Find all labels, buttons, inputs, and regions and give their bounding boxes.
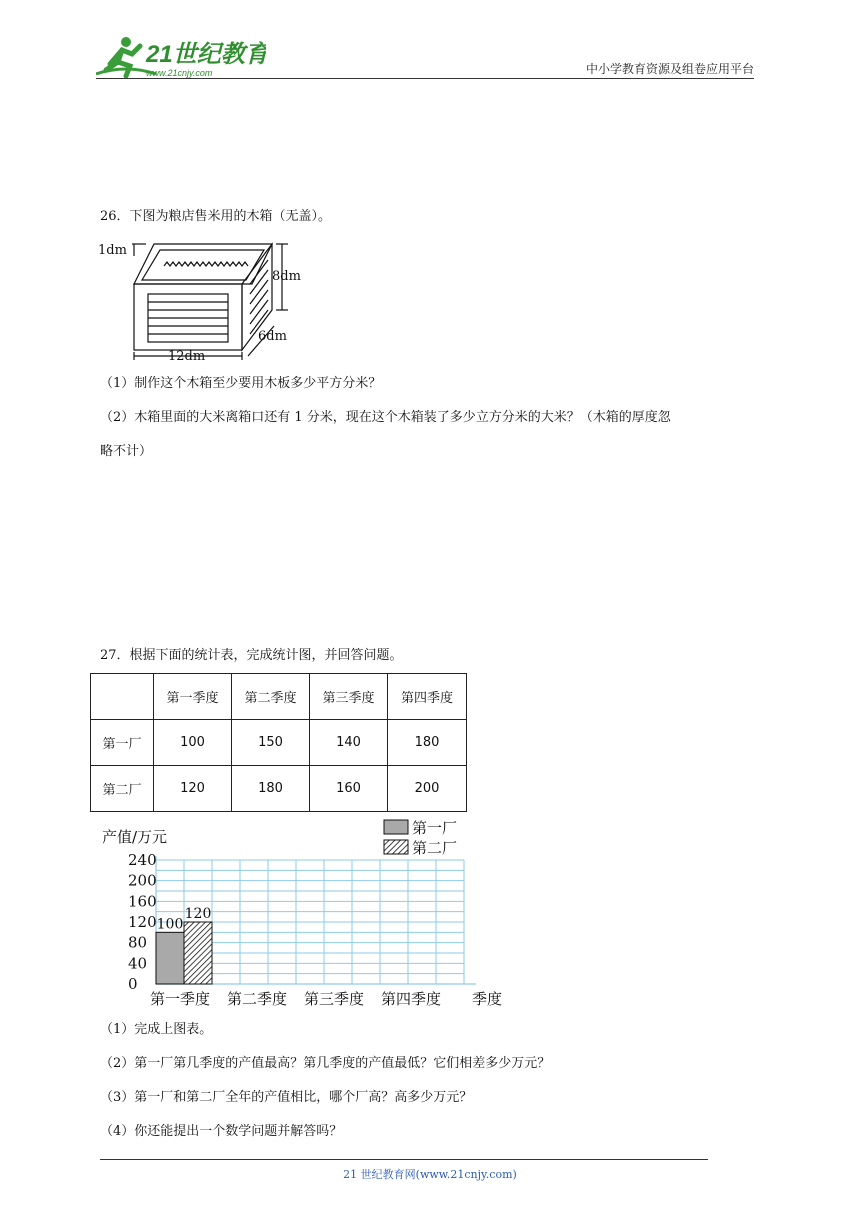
- table-header-row: [91, 674, 467, 720]
- y-tick-label: 40: [128, 954, 148, 973]
- table-cell: 140: [310, 720, 388, 766]
- y-tick-label: 200: [128, 871, 157, 890]
- y-axis-label: 产值/万元: [102, 828, 168, 846]
- table-cell: 第一厂: [91, 720, 154, 766]
- legend-swatch: [384, 820, 408, 834]
- platform-name: 中小学教育资源及组卷应用平台: [585, 62, 754, 76]
- y-tick-label: 120: [128, 913, 157, 931]
- bar: [156, 932, 184, 984]
- y-tick-label: 80: [128, 933, 148, 952]
- svg-text:www.21cnjy.com: www.21cnjy.com: [146, 68, 213, 78]
- question-27-part-1: （1）完成上图表。: [100, 1022, 213, 1037]
- stats-table-wrapper: [90, 673, 467, 812]
- legend-label: 第二厂: [412, 839, 458, 857]
- svg-text:6dm: 6dm: [258, 329, 287, 344]
- y-tick-label: 160: [128, 892, 157, 911]
- bar-chart-svg: [98, 814, 518, 1010]
- x-tick-label: 第二季度: [227, 990, 288, 1008]
- table-cell: 150: [232, 720, 310, 766]
- table-row: [91, 720, 467, 766]
- footer-divider: [100, 1159, 708, 1160]
- svg-text:21世纪教育: 21世纪教育: [146, 41, 266, 68]
- bar-chart: [98, 814, 518, 1010]
- table-cell: 200: [388, 766, 467, 812]
- data-label: 100: [156, 916, 184, 933]
- stats-table: [90, 673, 467, 812]
- table-row: [91, 766, 467, 812]
- x-tick-label: 第四季度: [381, 990, 442, 1008]
- table-cell: [91, 674, 154, 720]
- table-header: 第四季度: [388, 674, 467, 720]
- svg-text:8dm: 8dm: [272, 269, 301, 284]
- question-26-part-2-continued: 略不计）: [100, 444, 153, 459]
- y-tick-label: 0: [128, 975, 138, 993]
- legend-label: 第一厂: [412, 819, 458, 837]
- site-logo: [96, 34, 266, 80]
- table-cell: 180: [232, 766, 310, 812]
- table-cell: 180: [388, 720, 467, 766]
- table-cell: 100: [154, 720, 232, 766]
- bar: [184, 922, 212, 984]
- question-27-part-4: （4）你还能提出一个数学问题并解答吗？: [100, 1124, 343, 1139]
- question-26-part-1: （1）制作这个木箱至少要用木板多少平方分米？: [100, 376, 382, 391]
- question-27-part-2: （2）第一厂第几季度的产值最高？第几季度的产值最低？它们相差多少万元？: [100, 1056, 551, 1071]
- question-26-part-2: （2）木箱里面的大米离箱口还有 1 分米，现在这个木箱装了多少立方分米的大米？（木箱的厚度忽: [100, 410, 671, 425]
- wooden-box-figure: [98, 236, 310, 364]
- question-26-title: 26．下图为粮店售米用的木箱（无盖）。: [100, 209, 332, 224]
- rice-surface: [164, 262, 248, 266]
- table-cell: 第二厂: [91, 766, 154, 812]
- legend-swatch: [384, 840, 408, 854]
- svg-text:12dm: 12dm: [168, 349, 206, 364]
- table-header: 第三季度: [310, 674, 388, 720]
- svg-text:1dm: 1dm: [98, 243, 127, 258]
- question-27-part-3: （3）第一厂和第二厂全年的产值相比，哪个厂高？高多少万元？: [100, 1090, 473, 1105]
- question-27-title: 27．根据下面的统计表，完成统计图，并回答问题。: [100, 648, 403, 663]
- x-axis-label: 季度: [472, 990, 503, 1008]
- table-cell: 160: [310, 766, 388, 812]
- header-divider: [96, 78, 754, 79]
- table-header: 第一季度: [154, 674, 232, 720]
- table-header: 第二季度: [232, 674, 310, 720]
- y-tick-label: 240: [128, 851, 157, 869]
- x-tick-label: 第三季度: [304, 990, 365, 1008]
- footer-text: 21 世纪教育网(www.21cnjy.com): [343, 1168, 517, 1181]
- x-tick-label: 第一季度: [150, 990, 211, 1008]
- table-cell: 120: [154, 766, 232, 812]
- data-label: 120: [184, 906, 212, 922]
